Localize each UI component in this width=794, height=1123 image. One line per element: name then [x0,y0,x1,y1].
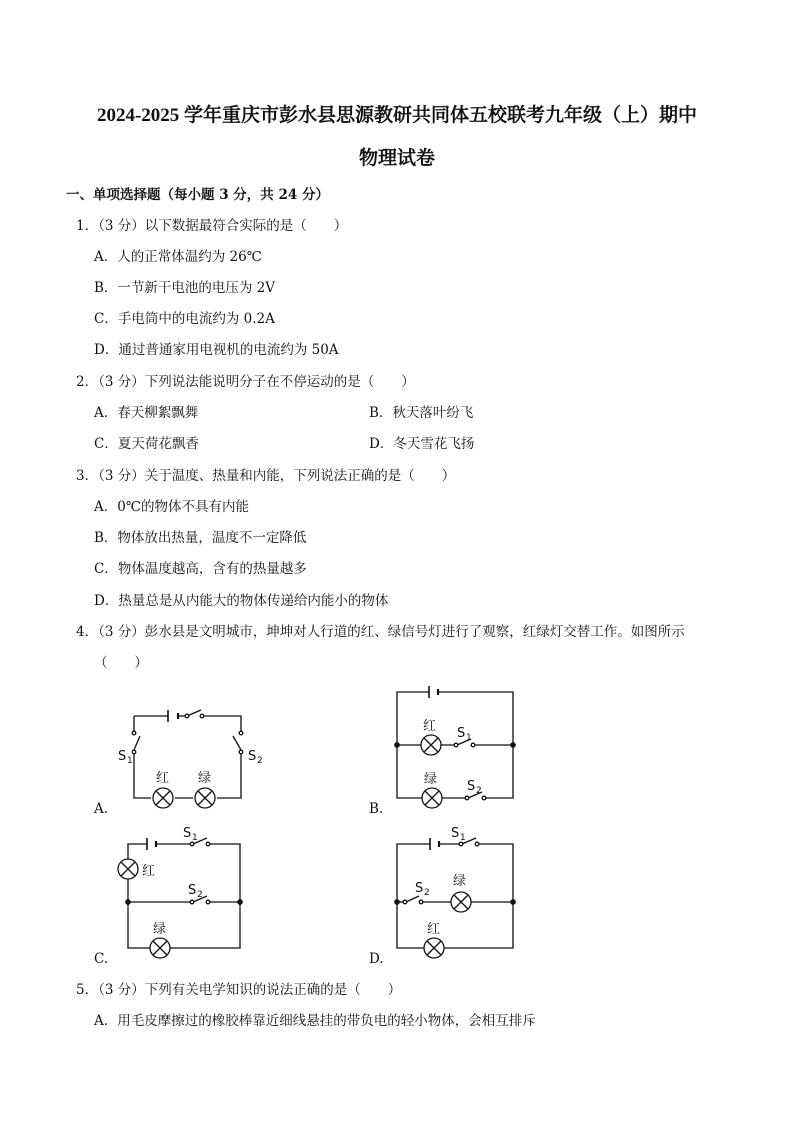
question-1-option-d: D．通过普通家用电视机的电流约为 50A [94,342,339,358]
red-lamp-icon [421,735,441,755]
question-4-stem: 4．（3 分）彭水县是文明城市，坤坤对人行道的红、绿信号灯进行了观察，红绿灯交替工作。如图所示 [76,624,685,640]
question-3-stem: 3．（3 分）关于温度、热量和内能，下列说法正确的是（ ） [76,468,456,484]
svg-text:S: S [183,826,192,841]
question-2-option-b: B．秋天落叶纷飞 [369,405,474,421]
svg-text:绿: 绿 [198,771,212,786]
svg-text:2: 2 [257,756,263,766]
question-3-option-a: A．0℃的物体不具有内能 [94,499,249,515]
svg-text:绿: 绿 [153,922,167,937]
svg-text:绿: 绿 [453,874,467,889]
question-1-option-b: B．一节新干电池的电压为 2V [94,280,276,296]
circuit-diagram-d [385,822,525,962]
question-3-option-c: C．物体温度越高，含有的热量越多 [94,561,307,577]
green-lamp-icon [451,892,471,912]
green-lamp-icon [150,938,170,958]
page-title: 2024-2025 学年重庆市彭水县思源教研共同体五校联考九年级（上）期中 [96,105,698,126]
question-4-answer-paren: （ ） [94,655,148,671]
green-lamp-icon [195,788,215,808]
svg-text:绿: 绿 [424,772,438,787]
svg-text:1: 1 [127,756,133,766]
question-5-option-a: A．用毛皮摩擦过的橡胶棒靠近细线悬挂的带负电的轻小物体，会相互排斥 [94,1013,536,1029]
circuit-label-d: D. [369,951,384,967]
section-heading: 一、单项选择题（每小题 3 分，共 24 分） [66,187,329,203]
question-5-stem: 5．（3 分）下列有关电学知识的说法正确的是（ ） [76,982,402,998]
svg-text:S: S [118,749,127,764]
circuit-diagram-b [385,684,525,814]
svg-text:S: S [415,881,424,896]
question-2-option-c: C．夏天荷花飘香 [94,436,199,452]
question-2-option-d: D．冬天雪花飞扬 [369,436,475,452]
svg-text:S: S [451,826,460,841]
svg-text:红: 红 [156,771,170,786]
svg-text:1: 1 [192,833,198,843]
question-2-stem: 2．（3 分）下列说法能说明分子在不停运动的是（ ） [76,374,415,390]
svg-text:红: 红 [423,719,437,734]
svg-text:2: 2 [424,888,430,898]
svg-text:S: S [457,726,466,741]
svg-text:S: S [467,779,476,794]
svg-text:红: 红 [427,922,441,937]
page-subtitle: 物理试卷 [358,148,435,169]
svg-text:2: 2 [476,786,482,796]
green-lamp-icon [422,788,442,808]
circuit-label-a: A. [94,801,109,817]
svg-text:1: 1 [466,733,472,743]
svg-text:S: S [188,883,197,898]
question-1-option-c: C．手电筒中的电流约为 0.2A [94,311,275,327]
svg-text:2: 2 [197,890,203,900]
red-lamp-icon [118,859,138,879]
red-lamp-icon [153,788,173,808]
question-3-option-b: B．物体放出热量，温度不一定降低 [94,530,307,546]
question-2-option-a: A．春天柳絮飘舞 [94,405,199,421]
question-1-stem: 1．（3 分）以下数据最符合实际的是（ ） [76,218,348,234]
circuit-diagram-c [112,822,262,962]
svg-text:S: S [248,749,257,764]
circuit-diagram-a [90,700,263,818]
svg-text:红: 红 [142,864,156,879]
question-3-option-d: D．热量总是从内能大的物体传递给内能小的物体 [94,593,389,609]
red-lamp-icon [424,938,444,958]
question-1-option-a: A．人的正常体温约为 26℃ [94,249,262,265]
svg-text:1: 1 [460,833,466,843]
circuit-label-c: C. [94,951,109,967]
circuit-label-b: B. [369,801,384,817]
